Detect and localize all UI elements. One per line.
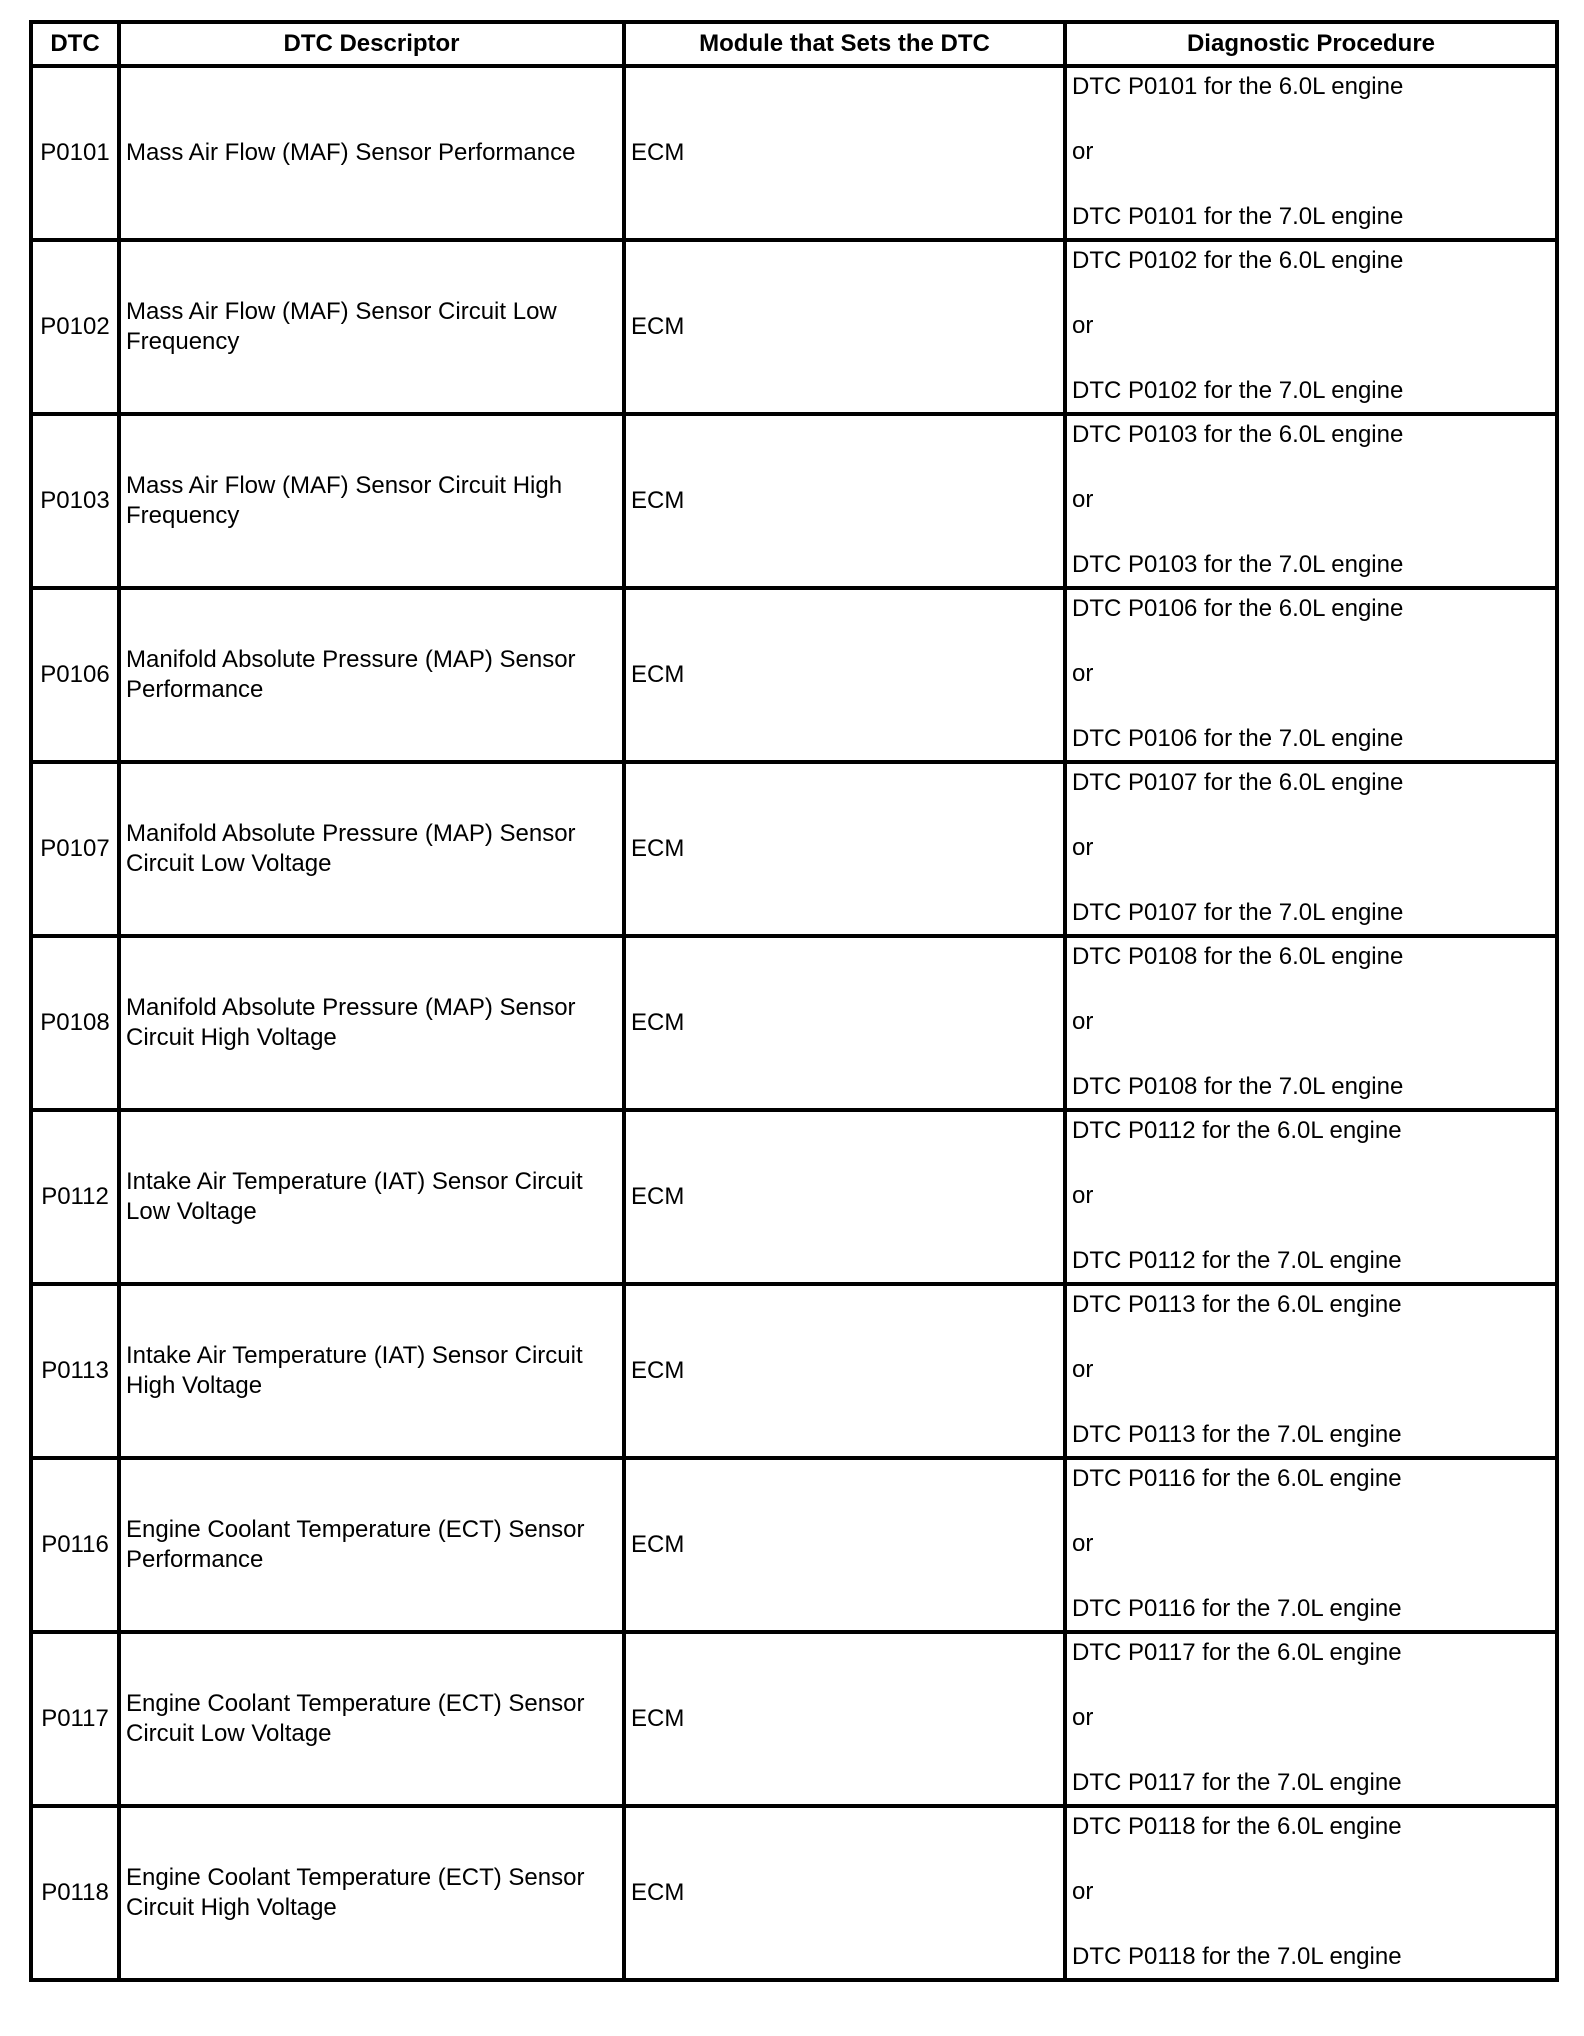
- procedure-link-7-0l[interactable]: DTC P0101 for the 7.0L engine: [1072, 203, 1404, 230]
- procedure-link-6-0l[interactable]: DTC P0101 for the 6.0L engine: [1072, 73, 1404, 100]
- table-row: [31, 240, 1557, 414]
- procedure-link-6-0l[interactable]: DTC P0117 for the 6.0L engine: [1072, 1639, 1402, 1666]
- procedure-cell: [1065, 936, 1557, 1110]
- module-cell: ECM: [624, 1806, 1065, 1980]
- procedure-or-text: or: [1072, 834, 1094, 861]
- dtc-descriptor: Intake Air Temperature (IAT) Sensor Circuit Low Voltage: [119, 1110, 624, 1284]
- procedure-link-6-0l[interactable]: DTC P0118 for the 6.0L engine: [1072, 1813, 1402, 1840]
- table-row: [31, 762, 1557, 936]
- dtc-descriptor: Mass Air Flow (MAF) Sensor Circuit High Frequency: [119, 414, 624, 588]
- procedure-list: [1072, 1636, 1550, 1802]
- module-cell: ECM: [624, 1632, 1065, 1806]
- procedure-link-6-0l[interactable]: DTC P0113 for the 6.0L engine: [1072, 1291, 1402, 1318]
- procedure-link-7-0l[interactable]: DTC P0117 for the 7.0L engine: [1072, 1769, 1402, 1796]
- dtc-code: P0118: [31, 1806, 119, 1980]
- procedure-cell: [1065, 1806, 1557, 1980]
- procedure-link-7-0l[interactable]: DTC P0107 for the 7.0L engine: [1072, 899, 1404, 926]
- procedure-link-7-0l[interactable]: DTC P0102 for the 7.0L engine: [1072, 377, 1404, 404]
- table-row: [31, 1458, 1557, 1632]
- procedure-list: [1072, 418, 1550, 584]
- table-row: [31, 588, 1557, 762]
- procedure-or-text: or: [1072, 1008, 1094, 1035]
- header-module: Module that Sets the DTC: [624, 22, 1065, 66]
- procedure-list: [1072, 766, 1550, 932]
- header-dtc: DTC: [31, 22, 119, 66]
- procedure-list: [1072, 1462, 1550, 1628]
- table-body: [31, 66, 1557, 1980]
- table-row: [31, 1632, 1557, 1806]
- module-cell: ECM: [624, 240, 1065, 414]
- procedure-link-7-0l[interactable]: DTC P0106 for the 7.0L engine: [1072, 725, 1404, 752]
- dtc-descriptor: Intake Air Temperature (IAT) Sensor Circuit High Voltage: [119, 1284, 624, 1458]
- header-procedure: Diagnostic Procedure: [1065, 22, 1557, 66]
- dtc-code: P0117: [31, 1632, 119, 1806]
- procedure-cell: [1065, 66, 1557, 240]
- procedure-or-text: or: [1072, 1182, 1094, 1209]
- procedure-link-7-0l[interactable]: DTC P0118 for the 7.0L engine: [1072, 1943, 1402, 1970]
- procedure-link-7-0l[interactable]: DTC P0113 for the 7.0L engine: [1072, 1421, 1402, 1448]
- procedure-link-6-0l[interactable]: DTC P0107 for the 6.0L engine: [1072, 769, 1404, 796]
- procedure-or-text: or: [1072, 660, 1094, 687]
- procedure-list: [1072, 940, 1550, 1106]
- procedure-or-text: or: [1072, 1530, 1094, 1557]
- procedure-cell: [1065, 1110, 1557, 1284]
- procedure-link-6-0l[interactable]: DTC P0103 for the 6.0L engine: [1072, 421, 1404, 448]
- dtc-code: P0108: [31, 936, 119, 1110]
- table-header: [31, 22, 1557, 66]
- procedure-cell: [1065, 1458, 1557, 1632]
- procedure-list: [1072, 592, 1550, 758]
- procedure-list: [1072, 1288, 1550, 1454]
- procedure-or-text: or: [1072, 486, 1094, 513]
- procedure-link-7-0l[interactable]: DTC P0108 for the 7.0L engine: [1072, 1073, 1404, 1100]
- dtc-descriptor: Mass Air Flow (MAF) Sensor Performance: [119, 66, 624, 240]
- procedure-link-6-0l[interactable]: DTC P0108 for the 6.0L engine: [1072, 943, 1404, 970]
- procedure-link-6-0l[interactable]: DTC P0106 for the 6.0L engine: [1072, 595, 1404, 622]
- table-row: [31, 414, 1557, 588]
- dtc-descriptor: Engine Coolant Temperature (ECT) Sensor Circuit High Voltage: [119, 1806, 624, 1980]
- procedure-link-6-0l[interactable]: DTC P0116 for the 6.0L engine: [1072, 1465, 1402, 1492]
- table-row: [31, 66, 1557, 240]
- module-cell: ECM: [624, 762, 1065, 936]
- dtc-descriptor: Engine Coolant Temperature (ECT) Sensor Circuit Low Voltage: [119, 1632, 624, 1806]
- procedure-list: [1072, 70, 1550, 236]
- dtc-code: P0106: [31, 588, 119, 762]
- module-cell: ECM: [624, 1110, 1065, 1284]
- module-cell: ECM: [624, 1458, 1065, 1632]
- table-row: [31, 1806, 1557, 1980]
- procedure-list: [1072, 244, 1550, 410]
- procedure-link-6-0l[interactable]: DTC P0112 for the 6.0L engine: [1072, 1117, 1402, 1144]
- module-cell: ECM: [624, 588, 1065, 762]
- procedure-or-text: or: [1072, 312, 1094, 339]
- table-row: [31, 1284, 1557, 1458]
- header-row: [31, 22, 1557, 66]
- procedure-link-6-0l[interactable]: DTC P0102 for the 6.0L engine: [1072, 247, 1404, 274]
- header-descriptor: DTC Descriptor: [119, 22, 624, 66]
- dtc-code: P0112: [31, 1110, 119, 1284]
- table-row: [31, 936, 1557, 1110]
- procedure-link-7-0l[interactable]: DTC P0116 for the 7.0L engine: [1072, 1595, 1402, 1622]
- dtc-descriptor: Mass Air Flow (MAF) Sensor Circuit Low Frequency: [119, 240, 624, 414]
- dtc-table: [29, 20, 1559, 1982]
- procedure-cell: [1065, 240, 1557, 414]
- dtc-descriptor: Engine Coolant Temperature (ECT) Sensor Performance: [119, 1458, 624, 1632]
- table-row: [31, 1110, 1557, 1284]
- dtc-code: P0107: [31, 762, 119, 936]
- procedure-cell: [1065, 414, 1557, 588]
- procedure-or-text: or: [1072, 138, 1094, 165]
- module-cell: ECM: [624, 414, 1065, 588]
- dtc-code: P0113: [31, 1284, 119, 1458]
- dtc-descriptor: Manifold Absolute Pressure (MAP) Sensor Circuit Low Voltage: [119, 762, 624, 936]
- procedure-cell: [1065, 1284, 1557, 1458]
- procedure-or-text: or: [1072, 1878, 1094, 1905]
- module-cell: ECM: [624, 936, 1065, 1110]
- procedure-link-7-0l[interactable]: DTC P0112 for the 7.0L engine: [1072, 1247, 1402, 1274]
- procedure-cell: [1065, 588, 1557, 762]
- dtc-code: P0116: [31, 1458, 119, 1632]
- procedure-or-text: or: [1072, 1356, 1094, 1383]
- dtc-code: P0103: [31, 414, 119, 588]
- procedure-cell: [1065, 1632, 1557, 1806]
- dtc-code: P0101: [31, 66, 119, 240]
- procedure-or-text: or: [1072, 1704, 1094, 1731]
- module-cell: ECM: [624, 66, 1065, 240]
- procedure-list: [1072, 1810, 1550, 1976]
- procedure-list: [1072, 1114, 1550, 1280]
- dtc-descriptor: Manifold Absolute Pressure (MAP) Sensor Performance: [119, 588, 624, 762]
- procedure-link-7-0l[interactable]: DTC P0103 for the 7.0L engine: [1072, 551, 1404, 578]
- dtc-code: P0102: [31, 240, 119, 414]
- dtc-descriptor: Manifold Absolute Pressure (MAP) Sensor Circuit High Voltage: [119, 936, 624, 1110]
- procedure-cell: [1065, 762, 1557, 936]
- module-cell: ECM: [624, 1284, 1065, 1458]
